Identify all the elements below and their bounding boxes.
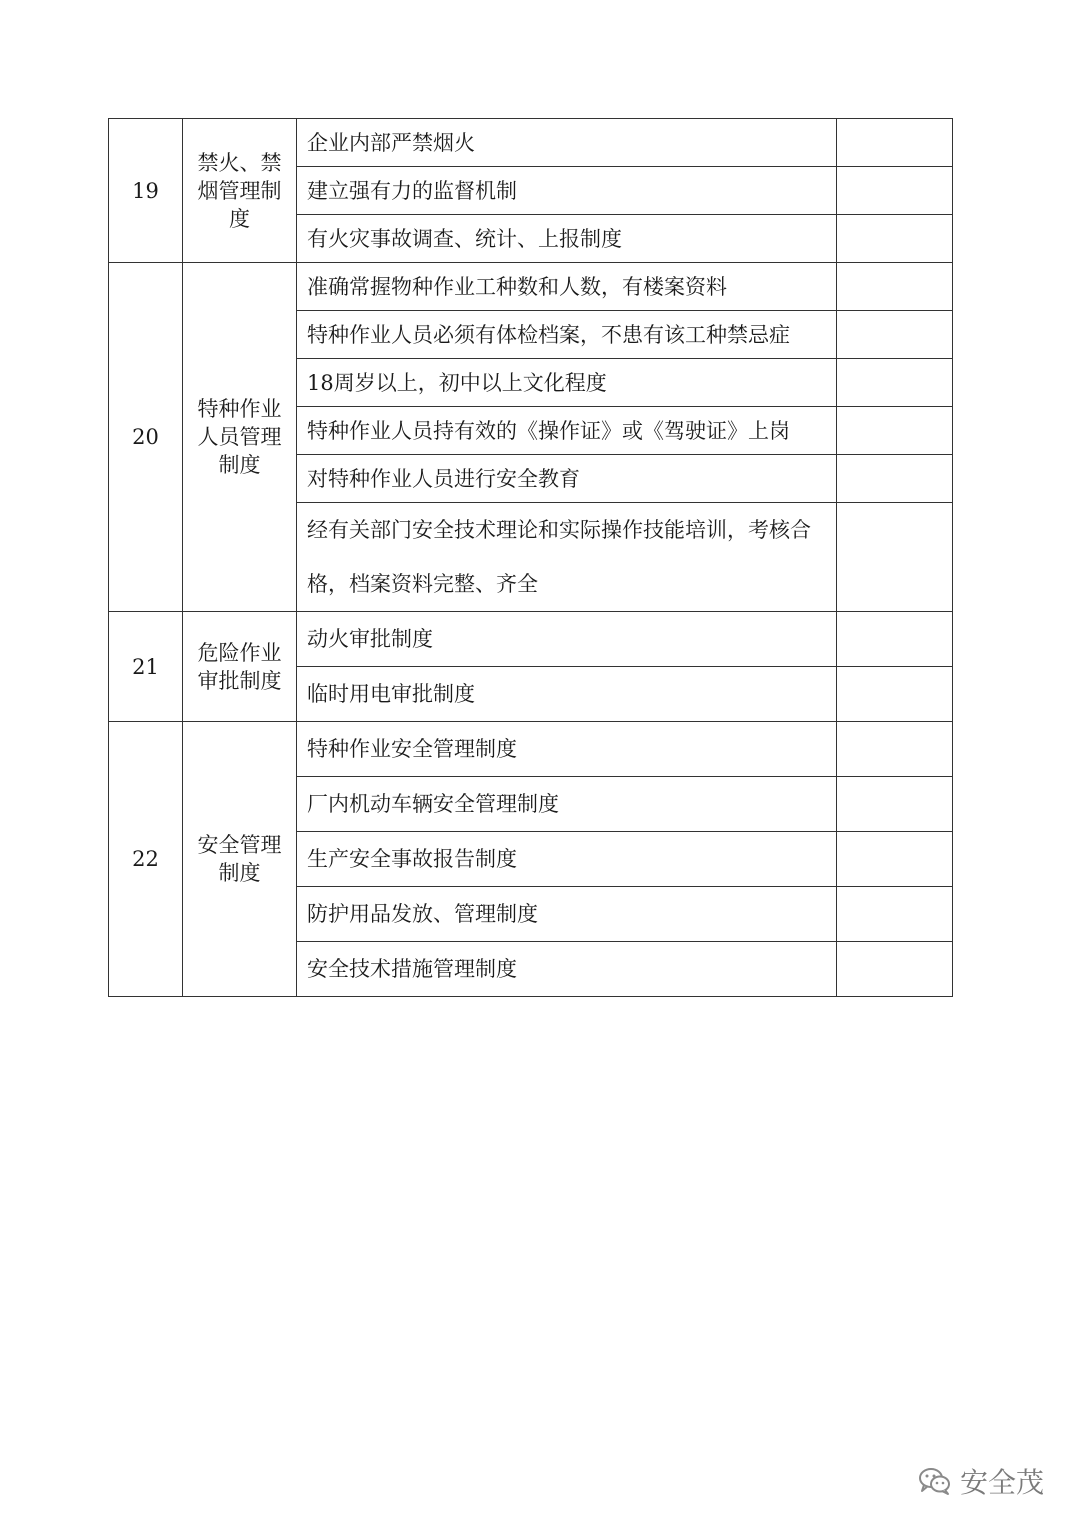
requirement-cell: 特种作业人员必须有体检档案，不患有该工种禁忌症 [297, 311, 837, 359]
category-cell: 危险作业审批制度 [183, 612, 297, 722]
item-number: 22 [109, 722, 183, 997]
check-cell[interactable] [837, 311, 953, 359]
check-cell[interactable] [837, 722, 953, 777]
category-cell: 特种作业人员管理制度 [183, 263, 297, 612]
requirement-cell: 企业内部严禁烟火 [297, 119, 837, 167]
check-cell[interactable] [837, 942, 953, 997]
category-cell: 禁火、禁烟管理制度 [183, 119, 297, 263]
requirement-cell: 建立强有力的监督机制 [297, 167, 837, 215]
requirement-cell: 有火灾事故调查、统计、上报制度 [297, 215, 837, 263]
table-row [109, 722, 953, 777]
check-cell[interactable] [837, 455, 953, 503]
check-cell[interactable] [837, 832, 953, 887]
requirement-cell: 防护用品发放、管理制度 [297, 887, 837, 942]
requirement-cell: 18周岁以上，初中以上文化程度 [297, 359, 837, 407]
requirement-cell: 对特种作业人员进行安全教育 [297, 455, 837, 503]
check-cell[interactable] [837, 215, 953, 263]
item-number: 19 [109, 119, 183, 263]
safety-checklist-table [108, 118, 953, 997]
requirement-cell: 生产安全事故报告制度 [297, 832, 837, 887]
watermark [918, 1461, 1044, 1501]
check-cell[interactable] [837, 263, 953, 311]
table-row [109, 119, 953, 167]
watermark-text: 安全茂 [959, 1466, 1044, 1499]
requirement-cell: 特种作业安全管理制度 [297, 722, 837, 777]
check-cell[interactable] [837, 612, 953, 667]
requirement-cell: 安全技术措施管理制度 [297, 942, 837, 997]
requirement-cell: 厂内机动车辆安全管理制度 [297, 777, 837, 832]
check-cell[interactable] [837, 359, 953, 407]
item-number: 21 [109, 612, 183, 722]
requirement-cell: 临时用电审批制度 [297, 667, 837, 722]
item-number: 20 [109, 263, 183, 612]
check-cell[interactable] [837, 777, 953, 832]
table-row [109, 263, 953, 311]
requirement-cell: 特种作业人员持有效的《操作证》或《驾驶证》上岗 [297, 407, 837, 455]
check-cell[interactable] [837, 887, 953, 942]
requirement-cell: 经有关部门安全技术理论和实际操作技能培训，考核合格，档案资料完整、齐全 [297, 503, 837, 612]
check-cell[interactable] [837, 503, 953, 612]
table-row [109, 612, 953, 667]
check-cell[interactable] [837, 119, 953, 167]
check-cell[interactable] [837, 407, 953, 455]
requirement-cell: 动火审批制度 [297, 612, 837, 667]
check-cell[interactable] [837, 167, 953, 215]
wechat-icon [918, 1466, 952, 1496]
category-cell: 安全管理制度 [183, 722, 297, 997]
requirement-cell: 准确常握物种作业工种数和人数，有楼案资料 [297, 263, 837, 311]
check-cell[interactable] [837, 667, 953, 722]
